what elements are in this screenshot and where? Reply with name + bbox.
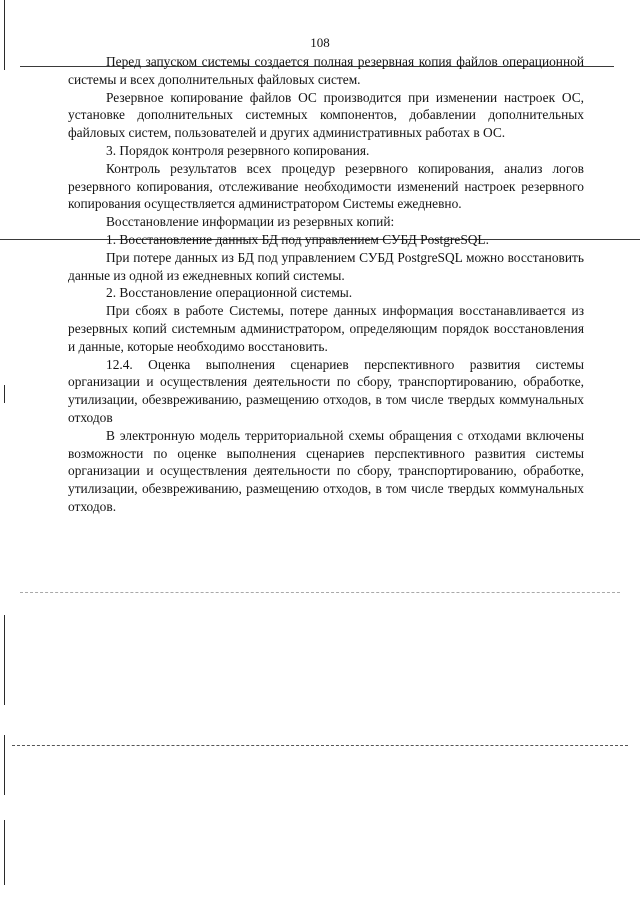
scan-rule-bottom — [12, 745, 628, 746]
paragraph-full-backup: Перед запуском системы создается полная резервная копия файлов операционной системы и всех дополнительных файловых систем. — [68, 54, 584, 87]
paragraph-electronic-model: В электронную модель территориальной схемы обращения с отходами включены возможности по оценке выполнения сценариев перспективного развития системы организации и осуществления деятельности по сбору, транспортированию, обработке, утилизации, обезвреживанию, размещению отходов, в том числе твердых коммунальных отходов. — [68, 427, 584, 514]
paragraph-os-backup: Резервное копирование файлов ОС производится при изменении настроек ОС, установке дополнительных системных компонентов, добавлении дополнительных файловых систем, пользователей и других административных работах в ОС. — [68, 89, 584, 141]
scan-edge-line-mid — [4, 385, 5, 403]
scan-edge-line-lower — [4, 615, 5, 705]
scan-rule-faint — [20, 592, 620, 593]
heading-backup-control: 3. Порядок контроля резервного копирования. — [106, 142, 370, 158]
heading-restore-os: 2. Восстановление операционной системы. — [106, 285, 353, 301]
document-body — [68, 53, 584, 516]
heading-restore-db: 1. Восстановление данных БД под управлением СУБД PostgreSQL. — [106, 231, 489, 247]
paragraph-backup-control: Контроль результатов всех процедур резервного копирования, анализ логов резервного копирования, отслеживание необходимости изменений настроек резервного копирования осуществляется администратором Системы ежедневно. — [68, 160, 584, 212]
paragraph-restore-db: При потере данных из БД под управлением СУБД PostgreSQL можно восстановить данные из одной из ежедневных копий системы. — [68, 249, 584, 283]
paragraph-restore-os: При сбоях в работе Системы, потере данных информация восстанавливается из резервных копий системным администратором, определяющим порядок восстановления и данные, которые необходимо восстановить. — [68, 303, 584, 354]
heading-restore: Восстановление информации из резервных копий: — [106, 214, 395, 230]
scan-edge-line-end — [4, 820, 5, 885]
section-heading-12-4: 12.4. Оценка выполнения сценариев перспективного развития системы организации и осуществления деятельности по сбору, транспортированию, обработке, утилизации, обезвреживанию, размещению отходов, в том числе твердых коммунальных отходов — [68, 356, 584, 425]
scan-edge-line-bottom — [4, 735, 5, 795]
page-number: 108 — [310, 35, 330, 50]
